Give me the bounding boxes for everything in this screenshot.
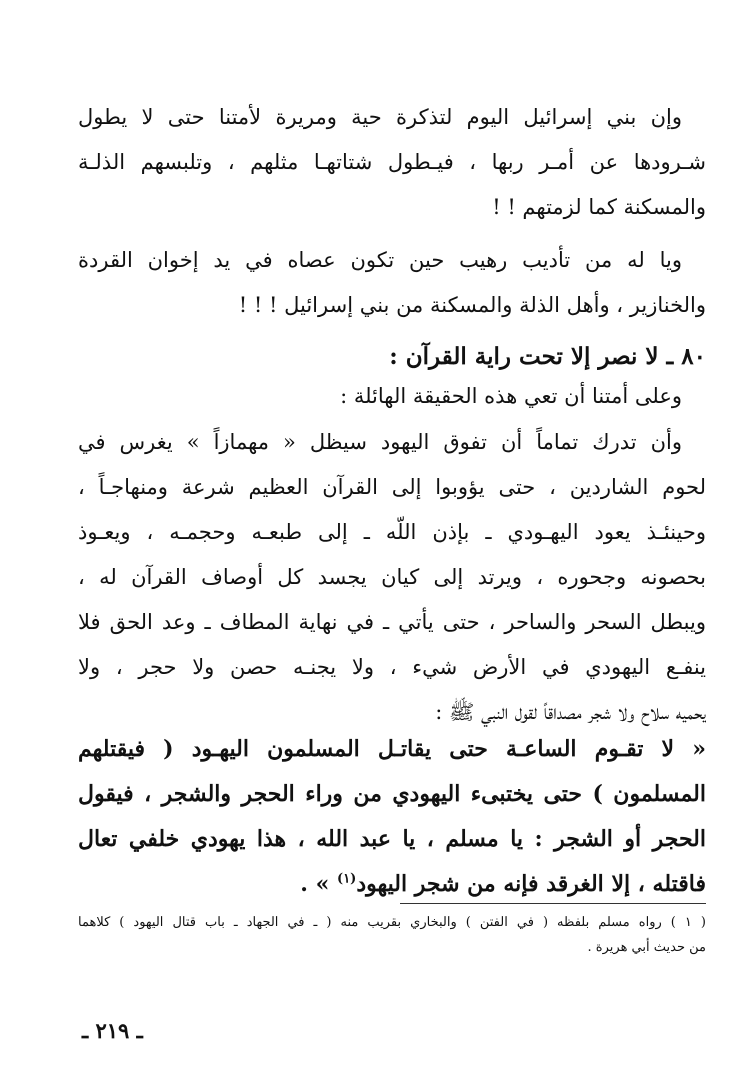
footnote-divider xyxy=(400,903,706,904)
paragraph-2 xyxy=(78,238,706,328)
text-line: ويبطل السحر والساحر ، حتى يأتي ـ في نهاية المطاف ـ وعد الحق فلا xyxy=(78,610,706,634)
paragraph-3 xyxy=(78,374,706,419)
text-line: والخنازير ، وأهل الذلة والمسكنة من بني إسرائيل ! ! ! xyxy=(238,293,706,317)
text-line: ويا له من تأديب رهيب حين تكون عصاه في يد إخوان القردة xyxy=(78,248,682,272)
text-line: وإن بني إسرائيل اليوم لتذكرة حية ومريرة لأمتنا حتى لا يطول xyxy=(78,105,682,129)
text-line: ينفـع اليهودي في الأرض شيء ، ولا يجنـه حصن ولا حجر ، ولا xyxy=(78,655,706,679)
footnote-line: ( ١ ) رواه مسلم بلفظه ( في الفتن ) والبخاري بقريب منه ( ـ في الجهاد ـ باب قتال اليهود ) كلاهما xyxy=(78,915,706,930)
text-line: المسلمون ) حتى يختبىء اليهودي من وراء الحجر والشجر ، فيقول xyxy=(78,781,706,807)
footnote xyxy=(78,910,706,960)
text-line xyxy=(78,862,706,907)
text-line: وحينئـذ يعود اليهـودي ـ بإذن اللّه ـ إلى طبعـه وحجمـه ، ويعـوذ xyxy=(78,520,706,544)
section-heading-block xyxy=(78,334,706,379)
section-heading: ٨٠ ـ لا نصر إلا تحت راية القرآن : xyxy=(389,343,706,370)
text-line: والمسكنة كما لزمتهم ! ! xyxy=(492,195,706,219)
text-line: الحجر أو الشجر : يا مسلم ، يا عبد الله ، هذا يهودي خلفي تعال xyxy=(78,826,706,852)
paragraph-4 xyxy=(78,420,706,735)
text-line: وعلى أمتنا أن تعي هذه الحقيقة الهائلة : xyxy=(340,384,682,408)
text-line: يحميه سلاح ولا شجر مصداقاً لقول النبي ﷺ : xyxy=(435,700,706,724)
hadith-last-text: فاقتله ، إلا الغرقد فإنه من شجر اليهود xyxy=(356,871,706,897)
text-line: « لا تقـوم الساعـة حتى يقاتـل المسلمون اليهـود ( فيقتلهم xyxy=(78,736,706,762)
text-line: شـرودها عن أمـر ربها ، فيـطول شتاتهـا مثلهم ، وتلبسهم الذلـة xyxy=(78,150,706,174)
text-line: لحوم الشاردين ، حتى يؤوبوا إلى القرآن العظيم شرعة ومنهاجـاً ، xyxy=(78,475,706,499)
paragraph-1 xyxy=(78,95,706,230)
footnote-marker: (١) xyxy=(337,871,357,887)
hadith-quote xyxy=(78,727,706,907)
text-line: بحصونه وجحوره ، ويرتد إلى كيان يجسد كل أوصاف القرآن له ، xyxy=(78,565,706,589)
quote-close: » . xyxy=(300,871,338,897)
footnote-line: من حديث أبي هريرة . xyxy=(587,940,706,955)
page-number: ـ ٢١٩ ـ xyxy=(82,1018,143,1043)
text-line: وأن تدرك تماماً أن تفوق اليهود سيظل « مهمازاً » يغرس في xyxy=(78,430,682,454)
